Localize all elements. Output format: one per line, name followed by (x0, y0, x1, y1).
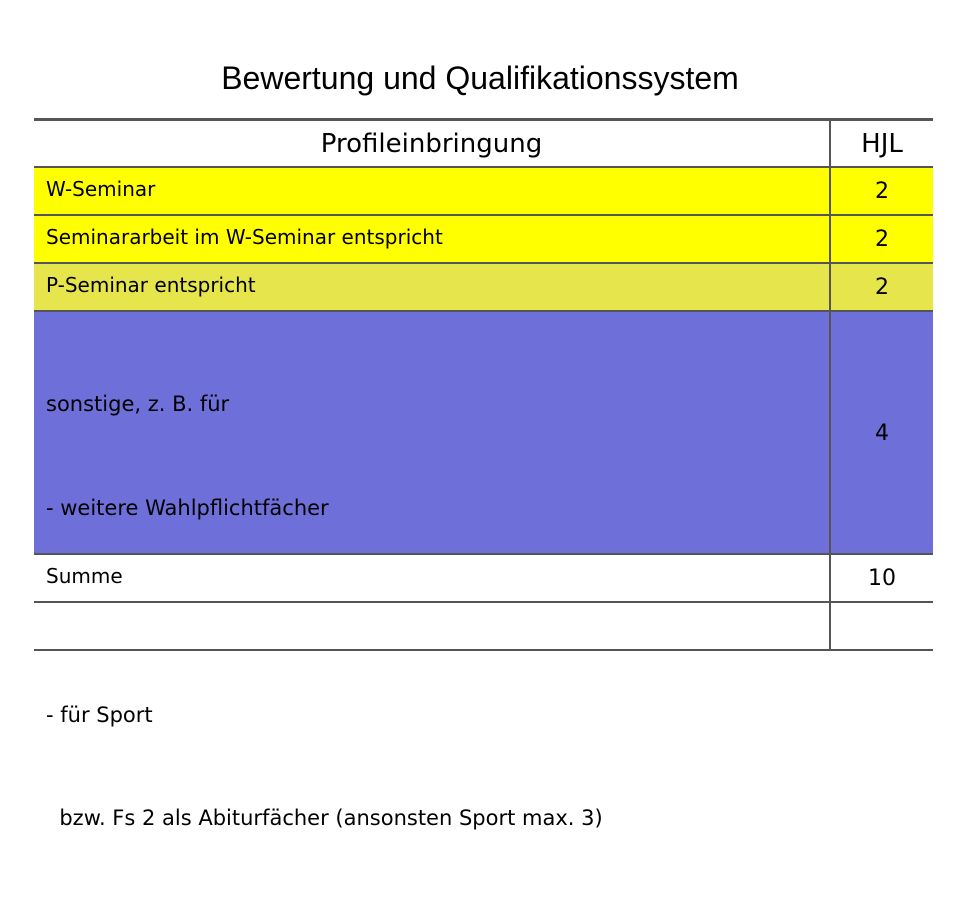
table-row-empty (34, 603, 933, 651)
row-hjl-value: 4 (875, 421, 889, 446)
table-row-w-seminar (34, 168, 933, 216)
header-label-hjl: HJL (861, 129, 903, 159)
table-row-seminararbeit (34, 216, 933, 264)
row-hjl-cell (831, 216, 933, 262)
row-label-line: bzw. Fs 2 als Abiturfächer (ansonsten Sport max. 3) (46, 806, 603, 830)
header-label-profileinbringung: Profileinbringung (320, 129, 543, 159)
table-row-summe (34, 555, 933, 603)
row-label-cell (34, 216, 831, 262)
row-label: P-Seminar entspricht (46, 273, 256, 297)
row-hjl-value: 10 (868, 566, 896, 591)
row-hjl-cell (831, 264, 933, 310)
row-label-line: - für Sport (46, 702, 153, 727)
row-hjl-cell (831, 312, 933, 553)
page-title: Bewertung und Qualifikationssystem (221, 60, 739, 96)
row-label-cell (34, 555, 831, 601)
table-header-row (34, 121, 933, 168)
table-row-p-seminar (34, 264, 933, 312)
row-hjl-value: 2 (875, 179, 889, 204)
row-label: Seminararbeit im W-Seminar entspricht (46, 225, 443, 249)
row-label-cell (34, 603, 831, 649)
row-label-cell (34, 264, 831, 310)
row-hjl-cell (831, 555, 933, 601)
row-label-cell (34, 168, 831, 214)
row-label: W-Seminar (46, 177, 156, 201)
row-hjl-cell (831, 168, 933, 214)
row-label: Summe (46, 564, 123, 588)
row-hjl-cell (831, 603, 933, 649)
row-label-line: - weitere Wahlpflichtfächer (46, 495, 329, 520)
header-cell-profileinbringung (34, 121, 831, 166)
header-cell-hjl (831, 121, 933, 166)
row-hjl-value: 2 (875, 227, 889, 252)
profile-table (34, 118, 933, 830)
row-label-line: sonstige, z. B. für (46, 392, 230, 416)
row-hjl-value: 2 (875, 275, 889, 300)
